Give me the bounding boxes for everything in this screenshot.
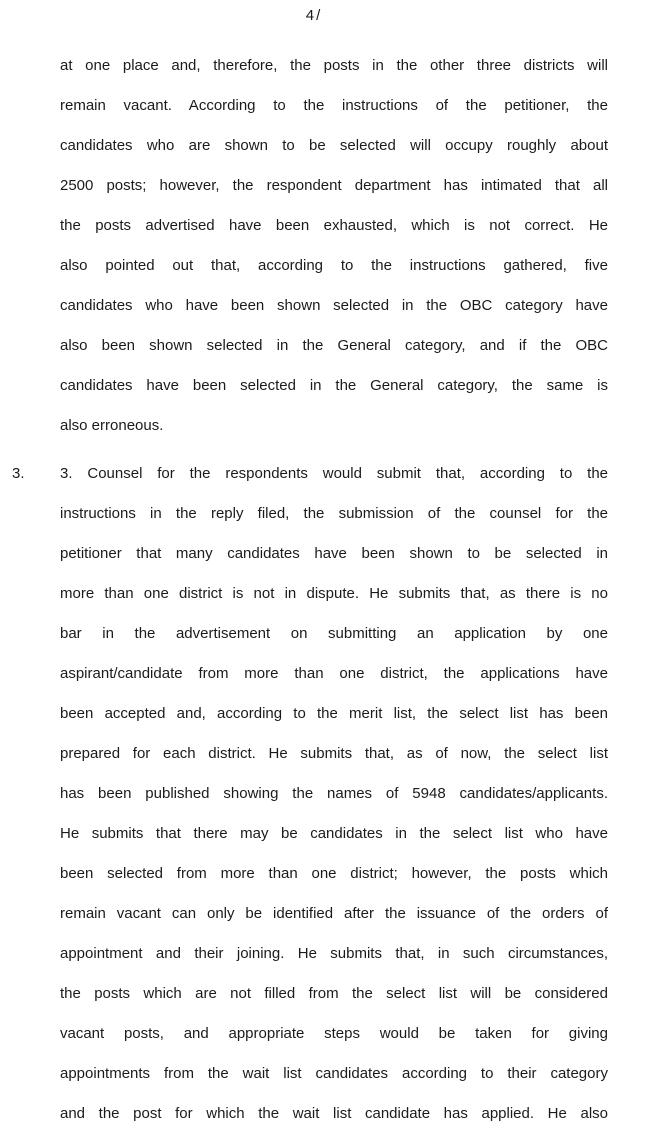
text-line: He submits that there may be candidates in the select list who have — [60, 825, 608, 842]
text-line: candidates who are shown to be selected will occupy roughly about — [60, 137, 608, 154]
text-line: the posts which are not filled from the select list will be considered — [60, 985, 608, 1002]
text-line: instructions in the reply filed, the submission of the counsel for the — [60, 505, 608, 522]
text-line: the posts advertised have been exhausted, which is not correct. He — [60, 217, 608, 234]
text-line: at one place and, therefore, the posts in the other three districts will — [60, 57, 608, 74]
document-body — [12, 46, 608, 1128]
text-line: has been published showing the names of 5948 candidates/applicants. — [60, 785, 608, 802]
text-line: been accepted and, according to the merit list, the select list has been — [60, 705, 608, 722]
text-line: also been shown selected in the General category, and if the OBC — [60, 337, 608, 354]
paragraph-number: 3. — [12, 465, 25, 482]
text-line: prepared for each district. He submits that, as of now, the select list — [60, 745, 608, 762]
text-line: remain vacant can only be identified after the issuance of the orders of — [60, 905, 608, 922]
text-line: appointment and their joining. He submits that, in such circumstances, — [60, 945, 608, 962]
text-line: also pointed out that, according to the instructions gathered, five — [60, 257, 608, 274]
text-line: also erroneous. — [60, 417, 164, 434]
page-number: 4/ — [305, 7, 323, 24]
text-line: more than one district is not in dispute. He submits that, as there is no — [60, 585, 608, 602]
text-line: 3. Counsel for the respondents would submit that, according to the — [60, 465, 608, 482]
text-line: aspirant/candidate from more than one district, the applications have — [60, 665, 608, 682]
text-line: appointments from the wait list candidates according to their category — [60, 1065, 608, 1082]
text-line: been selected from more than one district; however, the posts which — [60, 865, 608, 882]
text-line: petitioner that many candidates have been shown to be selected in — [60, 545, 608, 562]
text-line: candidates have been selected in the General category, the same is — [60, 377, 608, 394]
text-line: remain vacant. According to the instructions of the petitioner, the — [60, 97, 608, 114]
text-line: bar in the advertisement on submitting an application by one — [60, 625, 608, 642]
text-line: candidates who have been shown selected in the OBC category have — [60, 297, 608, 314]
paragraph-continuation — [60, 46, 608, 446]
paragraph-3 — [12, 454, 608, 1128]
text-line: 2500 posts; however, the respondent department has intimated that all — [60, 177, 608, 194]
text-line: vacant posts, and appropriate steps would be taken for giving — [60, 1025, 608, 1042]
text-line: and the post for which the wait list candidate has applied. He also — [60, 1105, 608, 1122]
